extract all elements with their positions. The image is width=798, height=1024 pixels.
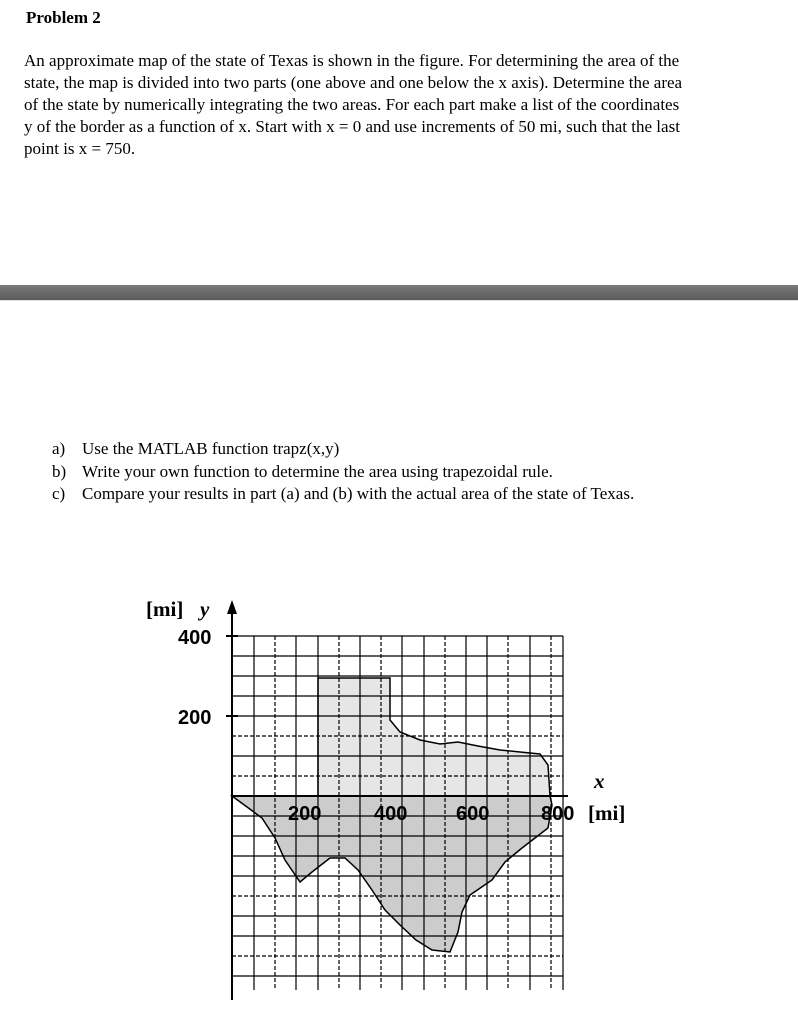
y-axis-unit-label: [mi] <box>146 597 184 621</box>
problem-title: Problem 2 <box>26 8 101 27</box>
task-item <box>52 483 634 506</box>
task-marker: a) <box>52 439 66 458</box>
y-axis-symbol: y <box>200 597 210 621</box>
task-text: Write your own function to determine the area using trapezoidal rule. <box>82 461 553 481</box>
section-divider <box>0 285 798 301</box>
y-axis-arrow-icon <box>227 600 237 614</box>
x-tick-label: 600 <box>456 803 490 825</box>
task-item <box>52 461 634 484</box>
problem-statement: An approximate map of the state of Texas is shown in the figure. For determining the area of the state, the map is divided into two parts (one above and one below the x axis). Determine the area of the state by numerically integrating the two areas. For each part make a list of the coordinates y of the border as a function of x. Start with x = 0 and use increments of 50 mi, such that the last point is x = 750. <box>24 51 683 158</box>
y-tick-label: 200 <box>178 707 212 729</box>
x-axis-symbol: x <box>594 769 605 793</box>
x-tick-label: 200 <box>288 803 322 825</box>
task-text: Compare your results in part (a) and (b) with the actual area of the state of Texas. <box>82 484 635 503</box>
task-item <box>52 438 634 461</box>
x-tick-label: 400 <box>374 803 408 825</box>
task-marker: b) <box>52 461 67 481</box>
task-text: Use the MATLAB function trapz(x,y) <box>82 439 340 458</box>
x-axis-unit-label: [mi] <box>588 801 626 825</box>
task-marker: c) <box>52 484 66 503</box>
x-tick-label: 800 <box>541 803 575 825</box>
task-list <box>52 438 634 506</box>
texas-map-figure <box>0 590 798 1010</box>
y-tick-label: 400 <box>178 627 212 649</box>
texas-map-svg <box>0 590 798 1010</box>
